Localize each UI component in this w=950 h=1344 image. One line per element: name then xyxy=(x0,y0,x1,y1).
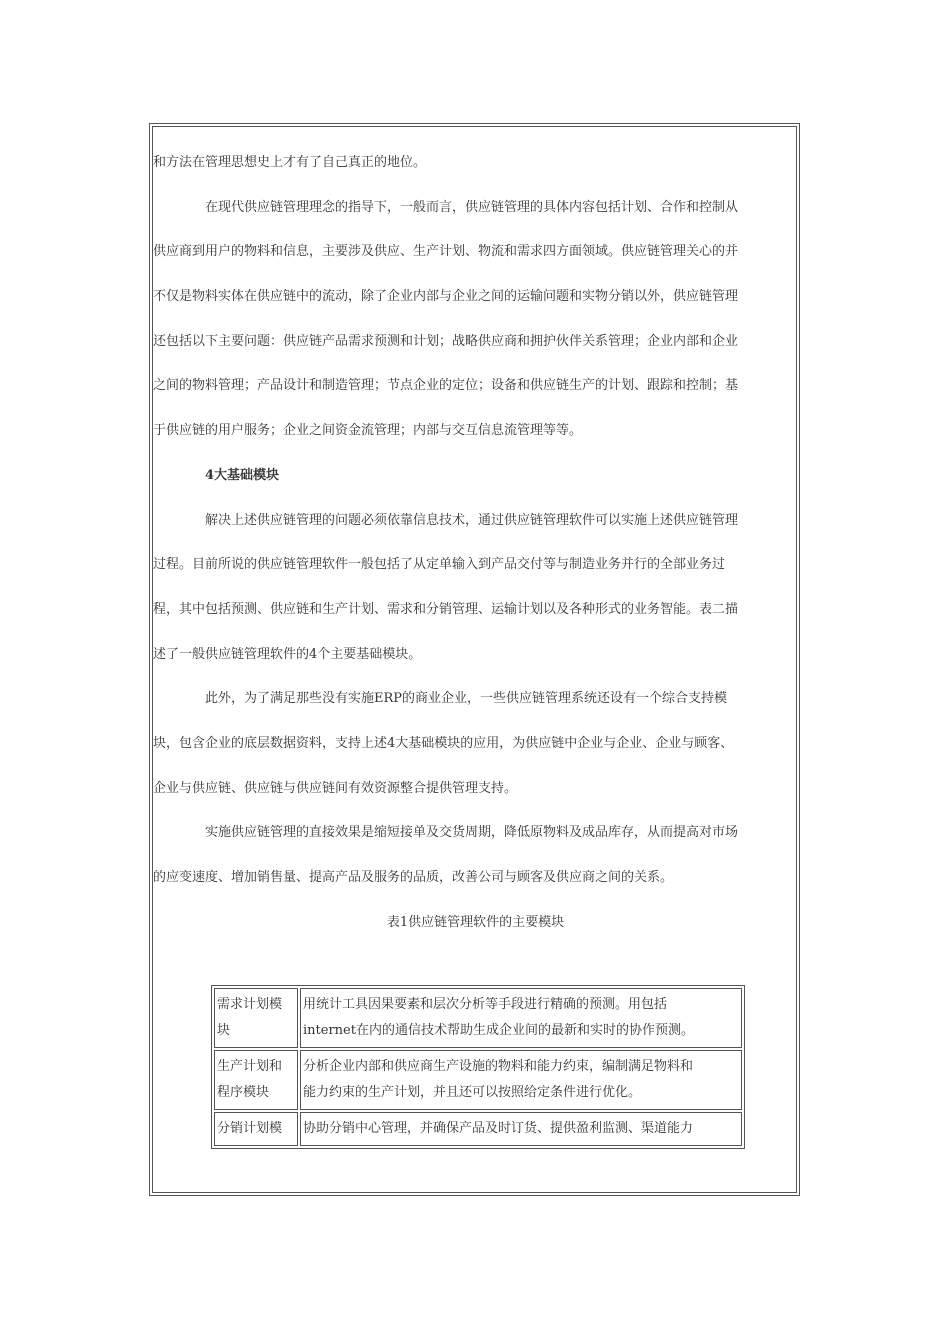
module-table-wrapper xyxy=(211,985,745,1149)
text-line: 供应商到用户的物料和信息，主要涉及供应、生产计划、物流和需求四方面领域。供应链管理关心的并 xyxy=(153,244,739,260)
section-heading: 4大基础模块 xyxy=(205,467,280,483)
cell-line: 需求计划模 xyxy=(217,997,283,1012)
table-row xyxy=(214,1112,742,1146)
cell-line: 程序模块 xyxy=(217,1085,270,1100)
paragraph-3 xyxy=(153,499,797,678)
paragraph-1 xyxy=(153,141,797,186)
paragraph-2 xyxy=(153,186,797,454)
text-line: 实施供应链管理的直接效果是缩短接单及交货周期，降低原物料及成品库存，从而提高对市场 xyxy=(205,825,739,841)
text-line: 过程。目前所说的供应链管理软件一般包括了从定单输入到产品交付等与制造业务并行的全部业务过 xyxy=(153,557,726,573)
table-row xyxy=(214,1050,742,1110)
cell-line: 分析企业内部和供应商生产设施的物料和能力约束，编制满足物料和 xyxy=(303,1059,694,1074)
cell-line: 能力约束的生产计划，并且还可以按照给定条件进行优化。 xyxy=(303,1085,642,1100)
text-line: 还包括以下主要问题：供应链产品需求预测和计划；战略供应商和拥护伙伴关系管理；企业内部和企业 xyxy=(153,333,739,349)
table-row xyxy=(214,988,742,1048)
table-caption: 表1供应链管理软件的主要模块 xyxy=(386,914,565,930)
cell-line: 分销计划模 xyxy=(217,1121,283,1136)
document-frame xyxy=(149,123,800,1196)
text-line: 的应变速度、增加销售量、提高产品及服务的品质，改善公司与顾客及供应商之间的关系。 xyxy=(153,870,674,885)
text-line: 企业与供应链、供应链与供应链间有效资源整合提供管理支持。 xyxy=(153,780,518,796)
module-name-cell xyxy=(214,988,298,1048)
text-line: 述了一般供应链管理软件的4个主要基础模块。 xyxy=(153,646,422,662)
text-line: 块，包含企业的底层数据资料，支持上述4大基础模块的应用，为供应链中企业与企业、企业与顾客、 xyxy=(153,735,734,751)
module-desc-cell xyxy=(300,988,742,1048)
text-line: 在现代供应链管理理念的指导下，一般而言，供应链管理的具体内容包括计划、合作和控制从 xyxy=(205,199,739,215)
text-line: 此外，为了满足那些没有实施ERP的商业企业，一些供应链管理系统还设有一个综合支持模 xyxy=(205,691,728,707)
cell-line: 生产计划和 xyxy=(217,1059,283,1074)
paragraph-4 xyxy=(153,677,797,811)
cell-line: 协助分销中心管理，并确保产品及时订货、提供盈利监测、渠道能力 xyxy=(303,1121,694,1136)
module-name-cell xyxy=(214,1112,298,1146)
text-line: 之间的物料管理；产品设计和制造管理；节点企业的定位；设备和供应链生产的计划、跟踪和控制；基 xyxy=(153,378,739,394)
module-desc-cell xyxy=(300,1050,742,1110)
text-line: 于供应链的用户服务；企业之间资金流管理；内部与交互信息流管理等等。 xyxy=(153,423,583,439)
paragraph-5 xyxy=(153,811,797,900)
module-table xyxy=(211,985,745,1149)
module-desc-cell xyxy=(300,1112,742,1146)
module-name-cell xyxy=(214,1050,298,1110)
cell-line: internet在内的通信技术帮助生成企业间的最新和实时的协作预测。 xyxy=(303,1023,694,1038)
text-line: 解决上述供应链管理的问题必须依靠信息技术，通过供应链管理软件可以实施上述供应链管理 xyxy=(205,512,739,528)
cell-line: 块 xyxy=(217,1023,231,1038)
document-body xyxy=(153,141,797,945)
text-line: 不仅是物料实体在供应链中的流动，除了企业内部与企业之间的运输问题和实物分销以外，供应链管理 xyxy=(153,289,739,305)
cell-line: 用统计工具因果要素和层次分析等手段进行精确的预测。用包括 xyxy=(303,997,668,1012)
document-frame-inner xyxy=(152,126,797,1193)
text-line: 和方法在管理思想史上才有了自己真正的地位。 xyxy=(153,155,427,170)
text-line: 程，其中包括预测、供应链和生产计划、需求和分销管理、运输计划以及各种形式的业务智能。表二描 xyxy=(153,601,739,617)
